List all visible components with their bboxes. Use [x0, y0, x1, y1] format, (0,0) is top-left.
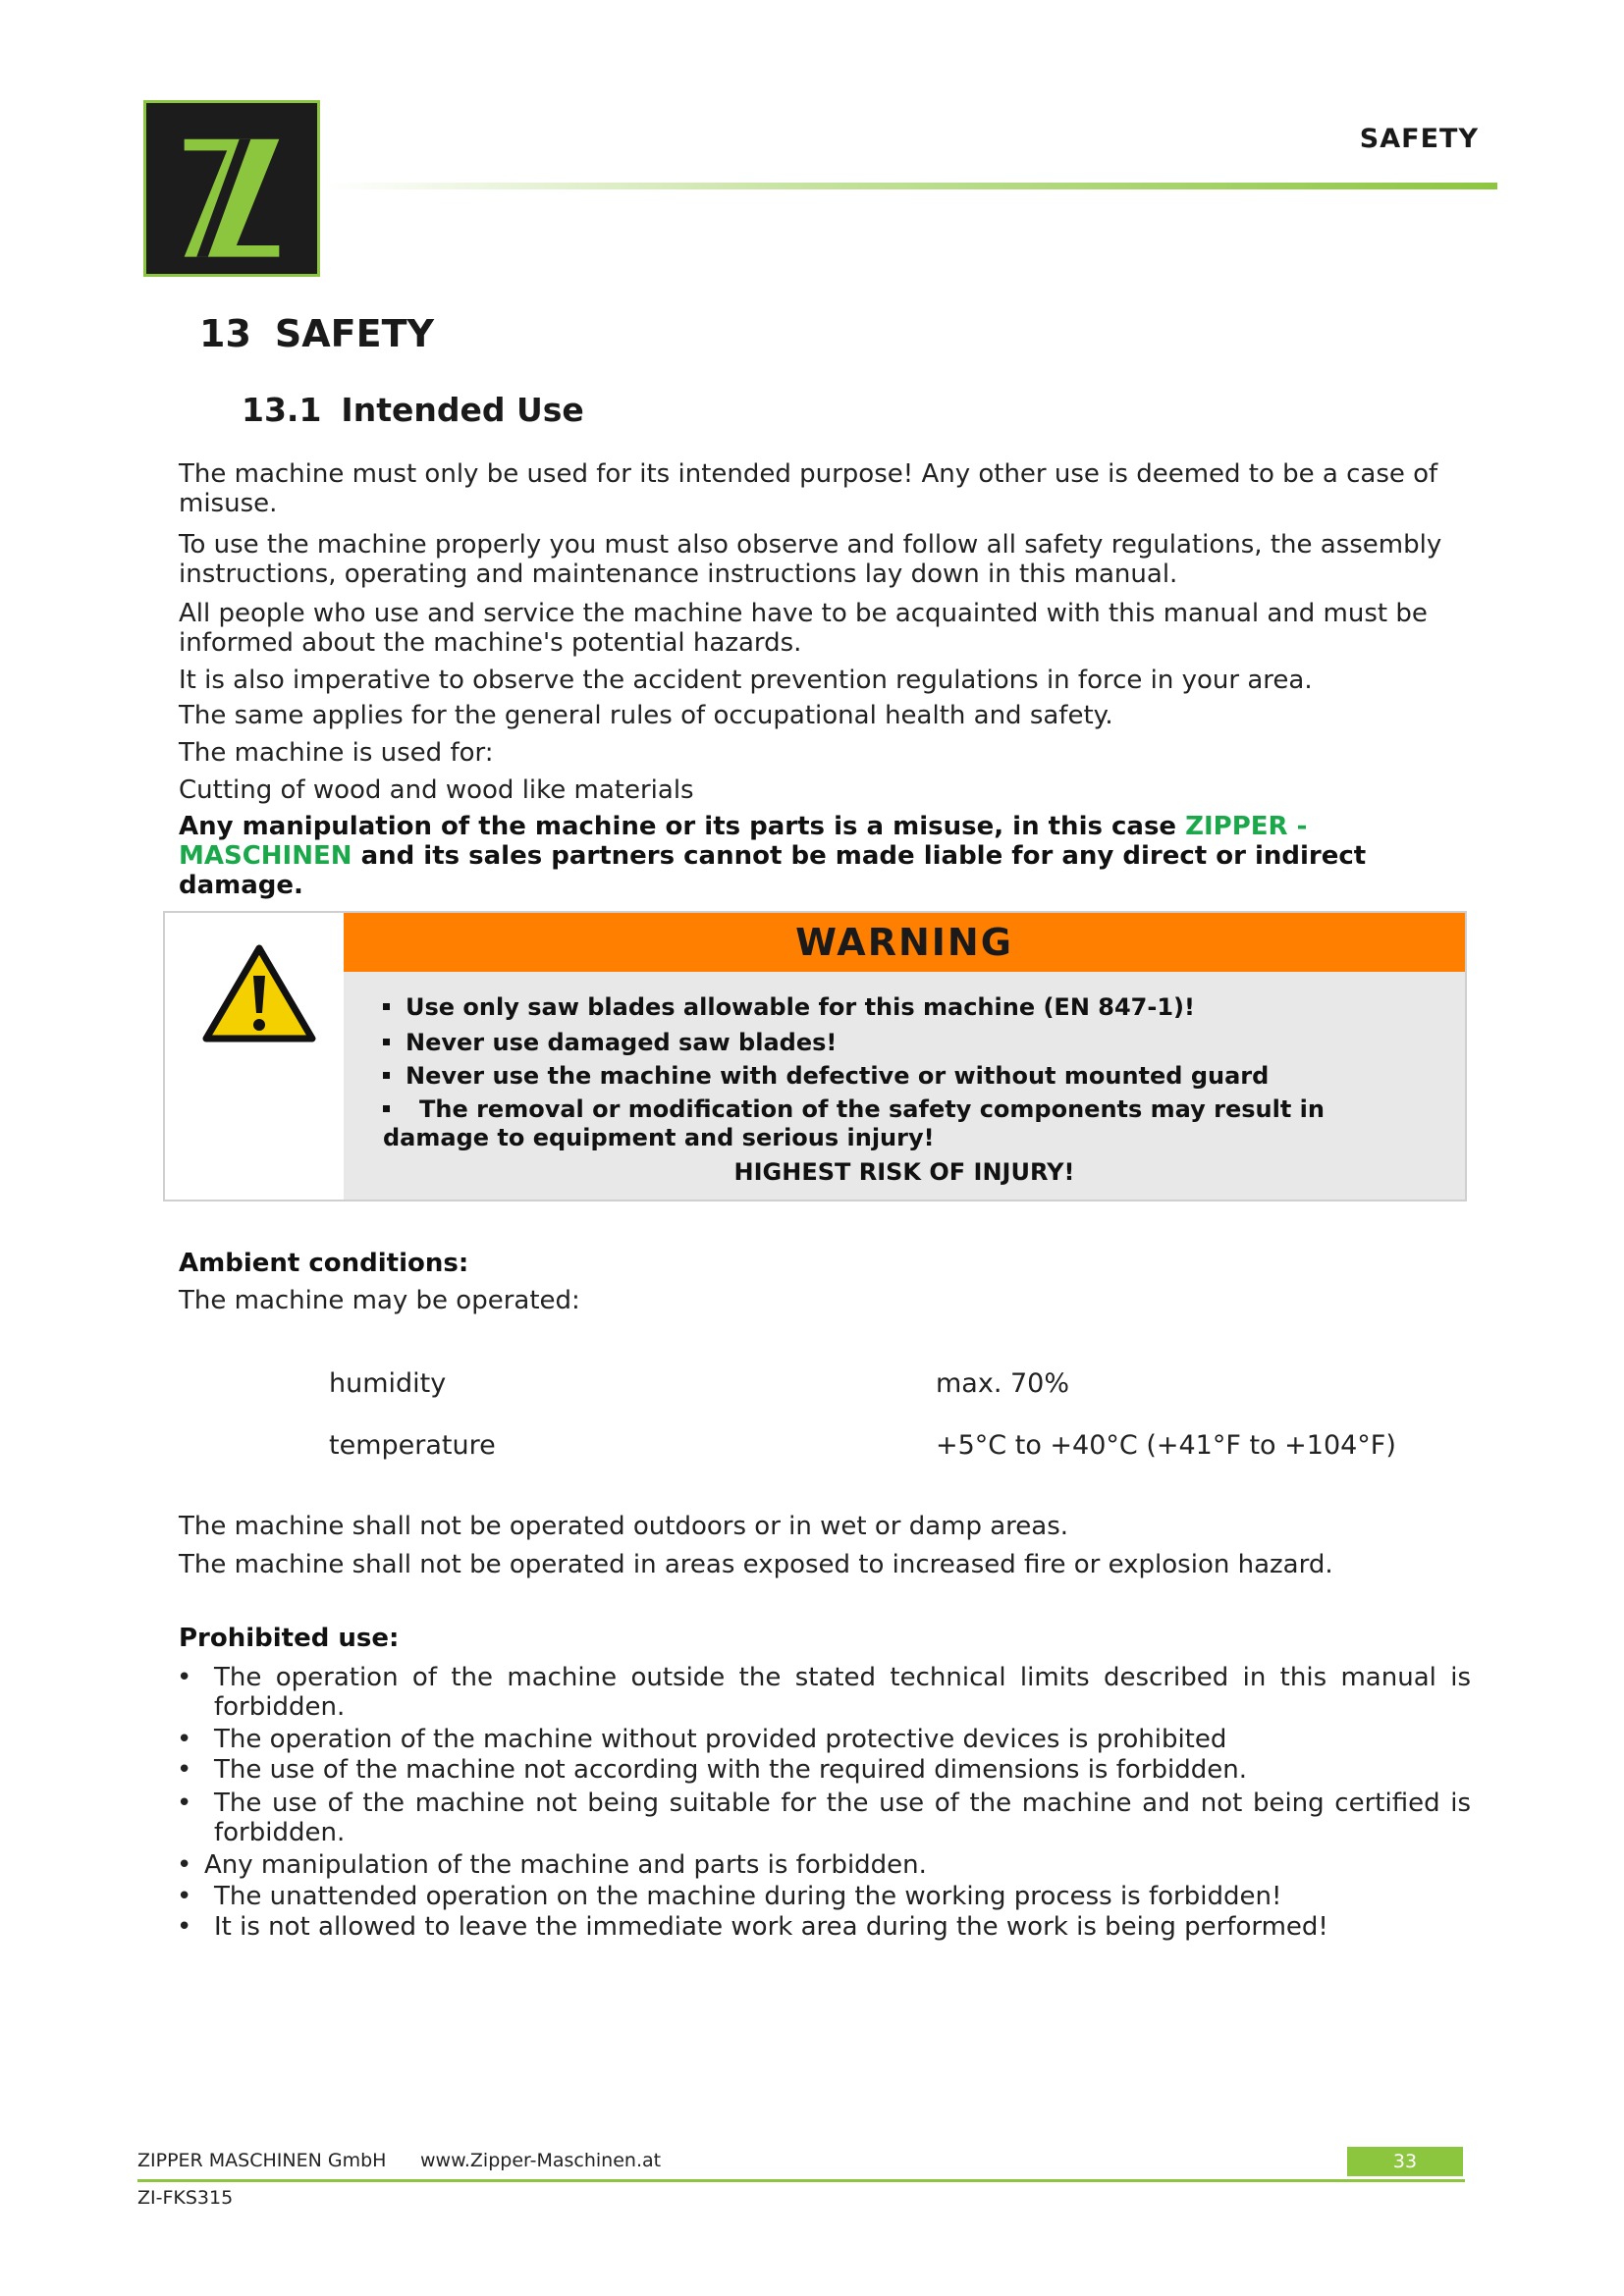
bullet-square-icon — [383, 1105, 390, 1112]
bullet-square-icon — [383, 1039, 390, 1045]
prohibited-item: The use of the machine not being suitable for the use of the machine and not being certified is forbidden. — [214, 1789, 1471, 1847]
warning-triangle-icon — [202, 944, 316, 1042]
ambient-label-temperature: temperature — [329, 1430, 496, 1461]
brand-name: ZIPPER - MASCHINEN — [179, 812, 1308, 871]
liability-text: and its sales partners cannot be made liable for any direct or indirect damage. — [179, 841, 1367, 900]
bullet-dot-icon: • — [177, 1755, 192, 1785]
warning-body — [344, 972, 1465, 1200]
warning-footer: HIGHEST RISK OF INJURY! — [733, 1158, 1075, 1186]
footer-model: ZI-FKS315 — [137, 2187, 234, 2209]
company-logo — [143, 100, 320, 277]
footer-company: ZIPPER MASCHINEN GmbH — [137, 2150, 387, 2171]
bullet-dot-icon: • — [177, 1850, 192, 1880]
prohibited-item: Any manipulation of the machine and parts is forbidden. — [204, 1850, 927, 1880]
warning-icon-cell — [165, 913, 346, 1200]
bullet-dot-icon: • — [177, 1663, 192, 1692]
section-number: 13.1 — [242, 391, 322, 429]
liability-statement — [179, 812, 1426, 900]
intro-paragraph: The same applies for the general rules of occupational health and safety. — [179, 701, 1113, 730]
bullet-dot-icon: • — [177, 1882, 192, 1911]
warning-item: Use only saw blades allowable for this machine (EN 847-1)! — [383, 993, 1195, 1022]
prohibited-item: The use of the machine not according with the required dimensions is forbidden. — [214, 1755, 1247, 1785]
intro-paragraph: Cutting of wood and wood like materials — [179, 775, 694, 805]
ambient-note: The machine shall not be operated outdoors or in wet or damp areas. — [179, 1512, 1069, 1541]
header-section-title: SAFETY — [1359, 124, 1479, 154]
section-title: Intended Use — [341, 391, 584, 429]
warning-item: Never use damaged saw blades! — [383, 1029, 837, 1057]
warning-item: Never use the machine with defective or without mounted guard — [383, 1062, 1269, 1091]
chapter-number: 13 — [199, 312, 251, 355]
liability-text: Any manipulation of the machine or its parts is a misuse, in this case — [179, 812, 1186, 841]
prohibited-item: The unattended operation on the machine during the working process is forbidden! — [214, 1882, 1282, 1911]
intro-paragraph: The machine is used for: — [179, 738, 494, 768]
bullet-dot-icon: • — [177, 1789, 192, 1818]
chapter-heading — [199, 312, 434, 355]
ambient-label-humidity: humidity — [329, 1368, 447, 1399]
ambient-value-temperature: +5°C to +40°C (+41°F to +104°F) — [936, 1430, 1396, 1461]
intro-paragraph: All people who use and service the machine have to be acquainted with this manual and must be informed about the machine's potential hazards. — [179, 599, 1428, 658]
bullet-dot-icon: • — [177, 1912, 192, 1942]
header-divider — [324, 183, 1497, 189]
intro-paragraph: It is also imperative to observe the accident prevention regulations in force in your area. — [179, 666, 1313, 695]
ambient-note: The machine shall not be operated in areas exposed to increased fire or explosion hazard. — [179, 1550, 1333, 1579]
ambient-intro: The machine may be operated: — [179, 1286, 580, 1315]
ambient-value-humidity: max. 70% — [936, 1368, 1070, 1399]
warning-item: The removal or modification of the safety components may result in damage to equipment and serious injury! — [383, 1095, 1325, 1151]
prohibited-item: The operation of the machine without provided protective devices is prohibited — [214, 1725, 1227, 1754]
warning-box — [163, 911, 1467, 1201]
ambient-heading: Ambient conditions: — [179, 1249, 469, 1278]
bullet-square-icon — [383, 1072, 390, 1079]
prohibited-item: The operation of the machine outside the stated technical limits described in this manual is forbidden. — [214, 1663, 1471, 1722]
footer-divider — [137, 2179, 1465, 2182]
chapter-title: SAFETY — [274, 312, 435, 355]
bullet-dot-icon: • — [177, 1725, 192, 1754]
intro-paragraph: The machine must only be used for its intended purpose! Any other use is deemed to be a case of misuse. — [179, 459, 1438, 518]
prohibited-item: It is not allowed to leave the immediate work area during the work is being performed! — [214, 1912, 1328, 1942]
section-heading — [242, 391, 584, 429]
intro-paragraph: To use the machine properly you must also observe and follow all safety regulations, the assembly instructions, operating and maintenance instructions lay down in this manual. — [179, 530, 1442, 589]
warning-title: WARNING — [344, 913, 1465, 972]
footer-website-link[interactable]: www.Zipper-Maschinen.at — [420, 2150, 662, 2171]
page-number: 33 — [1347, 2147, 1463, 2176]
zipper-z-logo-icon — [146, 103, 317, 274]
prohibited-heading: Prohibited use: — [179, 1624, 400, 1653]
bullet-square-icon — [383, 1003, 390, 1010]
